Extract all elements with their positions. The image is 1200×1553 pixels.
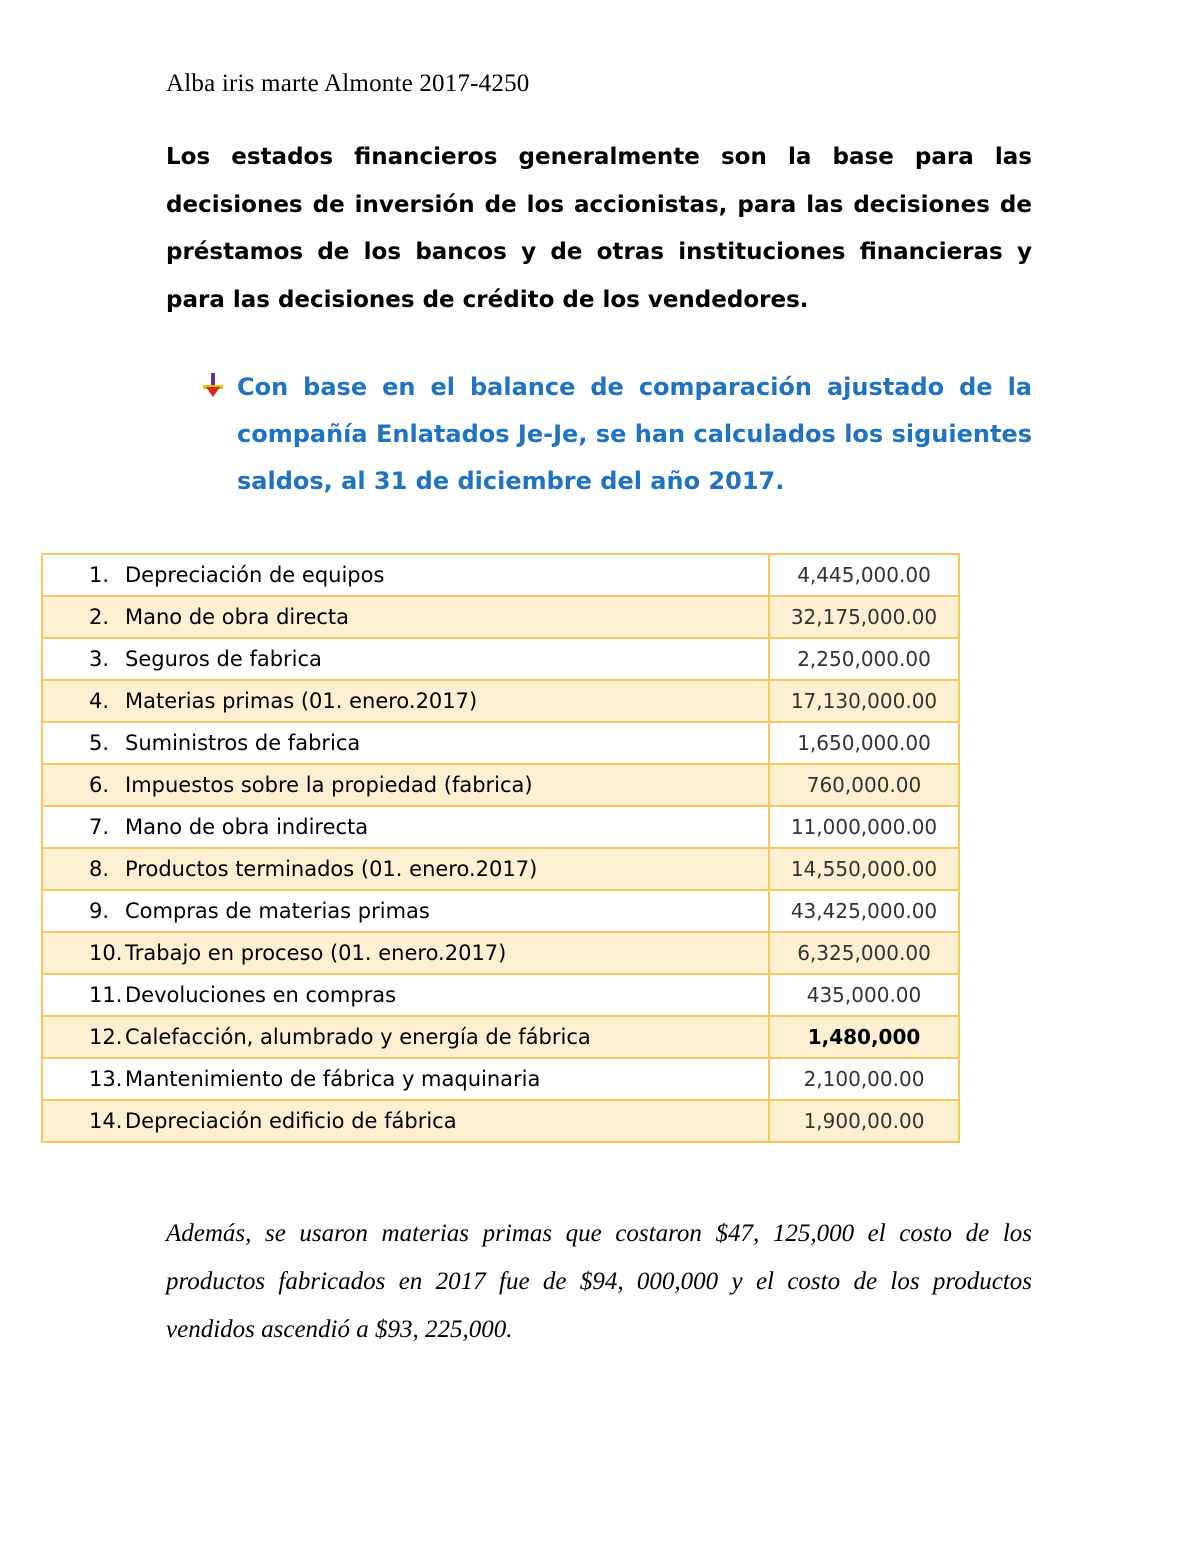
item-cell bbox=[42, 806, 769, 848]
item-number: 4. bbox=[89, 689, 110, 713]
table-row bbox=[42, 596, 959, 638]
value-cell: 1,900,00.00 bbox=[769, 1100, 959, 1142]
item-number: 12. bbox=[89, 1025, 123, 1049]
item-cell bbox=[42, 764, 769, 806]
value-cell: 2,250,000.00 bbox=[769, 638, 959, 680]
intro-paragraph: Los estados financieros generalmente son la base para las decisiones de inversión de los accionistas, para las decisiones de préstamos de los bancos y de otras instituciones financieras y para las decisiones de crédito de los vendedores. bbox=[166, 144, 1032, 313]
item-number: 5. bbox=[89, 731, 110, 755]
item-label: Mantenimiento de fábrica y maquinaria bbox=[125, 1067, 541, 1091]
arrow-down-bullet-icon bbox=[200, 372, 226, 398]
item-number: 11. bbox=[89, 983, 123, 1007]
value-cell: 1,480,000 bbox=[769, 1016, 959, 1058]
value-cell: 4,445,000.00 bbox=[769, 554, 959, 596]
value-cell: 11,000,000.00 bbox=[769, 806, 959, 848]
item-label: Trabajo en proceso (01. enero.2017) bbox=[125, 941, 507, 965]
item-number: 8. bbox=[89, 857, 110, 881]
balances-table bbox=[41, 553, 960, 1143]
item-label: Depreciación edificio de fábrica bbox=[125, 1109, 457, 1133]
item-label: Depreciación de equipos bbox=[125, 563, 385, 587]
table-row bbox=[42, 1100, 959, 1142]
table-row bbox=[42, 638, 959, 680]
item-number: 10. bbox=[89, 941, 123, 965]
item-label: Materias primas (01. enero.2017) bbox=[125, 689, 478, 713]
table-row bbox=[42, 1016, 959, 1058]
table-row bbox=[42, 554, 959, 596]
value-cell: 17,130,000.00 bbox=[769, 680, 959, 722]
table-row bbox=[42, 890, 959, 932]
table-row bbox=[42, 932, 959, 974]
table-row bbox=[42, 764, 959, 806]
value-cell: 14,550,000.00 bbox=[769, 848, 959, 890]
bullet-text: Con base en el balance de comparación ajustado de la compañía Enlatados Je-Je, se han calculados los siguientes saldos, al 31 de diciembre del año 2017. bbox=[237, 373, 1032, 495]
item-label: Mano de obra directa bbox=[125, 605, 350, 629]
table-row bbox=[42, 1058, 959, 1100]
bullet-item bbox=[200, 364, 1032, 505]
item-cell bbox=[42, 638, 769, 680]
table-row bbox=[42, 974, 959, 1016]
item-cell bbox=[42, 680, 769, 722]
value-cell: 760,000.00 bbox=[769, 764, 959, 806]
item-number: 14. bbox=[89, 1109, 123, 1133]
item-number: 7. bbox=[89, 815, 110, 839]
value-cell: 1,650,000.00 bbox=[769, 722, 959, 764]
item-label: Mano de obra indirecta bbox=[125, 815, 369, 839]
value-cell: 32,175,000.00 bbox=[769, 596, 959, 638]
item-cell bbox=[42, 596, 769, 638]
table-row bbox=[42, 722, 959, 764]
item-number: 2. bbox=[89, 605, 110, 629]
item-label: Calefacción, alumbrado y energía de fábrica bbox=[125, 1025, 591, 1049]
item-number: 1. bbox=[89, 563, 110, 587]
item-label: Seguros de fabrica bbox=[125, 647, 322, 671]
author-line: Alba iris marte Almonte 2017-4250 bbox=[166, 70, 530, 97]
item-number: 9. bbox=[89, 899, 110, 923]
item-number: 13. bbox=[89, 1067, 123, 1091]
value-cell: 435,000.00 bbox=[769, 974, 959, 1016]
closing-paragraph: Además, se usaron materias primas que costaron $47, 125,000 el costo de los productos fabricados en 2017 fue de $94, 000,000 y el costo de los productos vendidos ascendió a $93, 225,000. bbox=[166, 1220, 1032, 1343]
item-number: 3. bbox=[89, 647, 110, 671]
value-cell: 6,325,000.00 bbox=[769, 932, 959, 974]
value-cell: 2,100,00.00 bbox=[769, 1058, 959, 1100]
item-cell bbox=[42, 890, 769, 932]
item-cell bbox=[42, 1058, 769, 1100]
item-cell bbox=[42, 1100, 769, 1142]
item-cell bbox=[42, 932, 769, 974]
item-label: Productos terminados (01. enero.2017) bbox=[125, 857, 538, 881]
item-label: Compras de materias primas bbox=[125, 899, 430, 923]
item-label: Suministros de fabrica bbox=[125, 731, 361, 755]
item-label: Devoluciones en compras bbox=[125, 983, 397, 1007]
item-cell bbox=[42, 974, 769, 1016]
table-row bbox=[42, 680, 959, 722]
item-number: 6. bbox=[89, 773, 110, 797]
value-cell: 43,425,000.00 bbox=[769, 890, 959, 932]
item-cell bbox=[42, 848, 769, 890]
item-cell bbox=[42, 1016, 769, 1058]
item-label: Impuestos sobre la propiedad (fabrica) bbox=[125, 773, 533, 797]
table-row bbox=[42, 806, 959, 848]
item-cell bbox=[42, 722, 769, 764]
table-row bbox=[42, 848, 959, 890]
item-cell bbox=[42, 554, 769, 596]
